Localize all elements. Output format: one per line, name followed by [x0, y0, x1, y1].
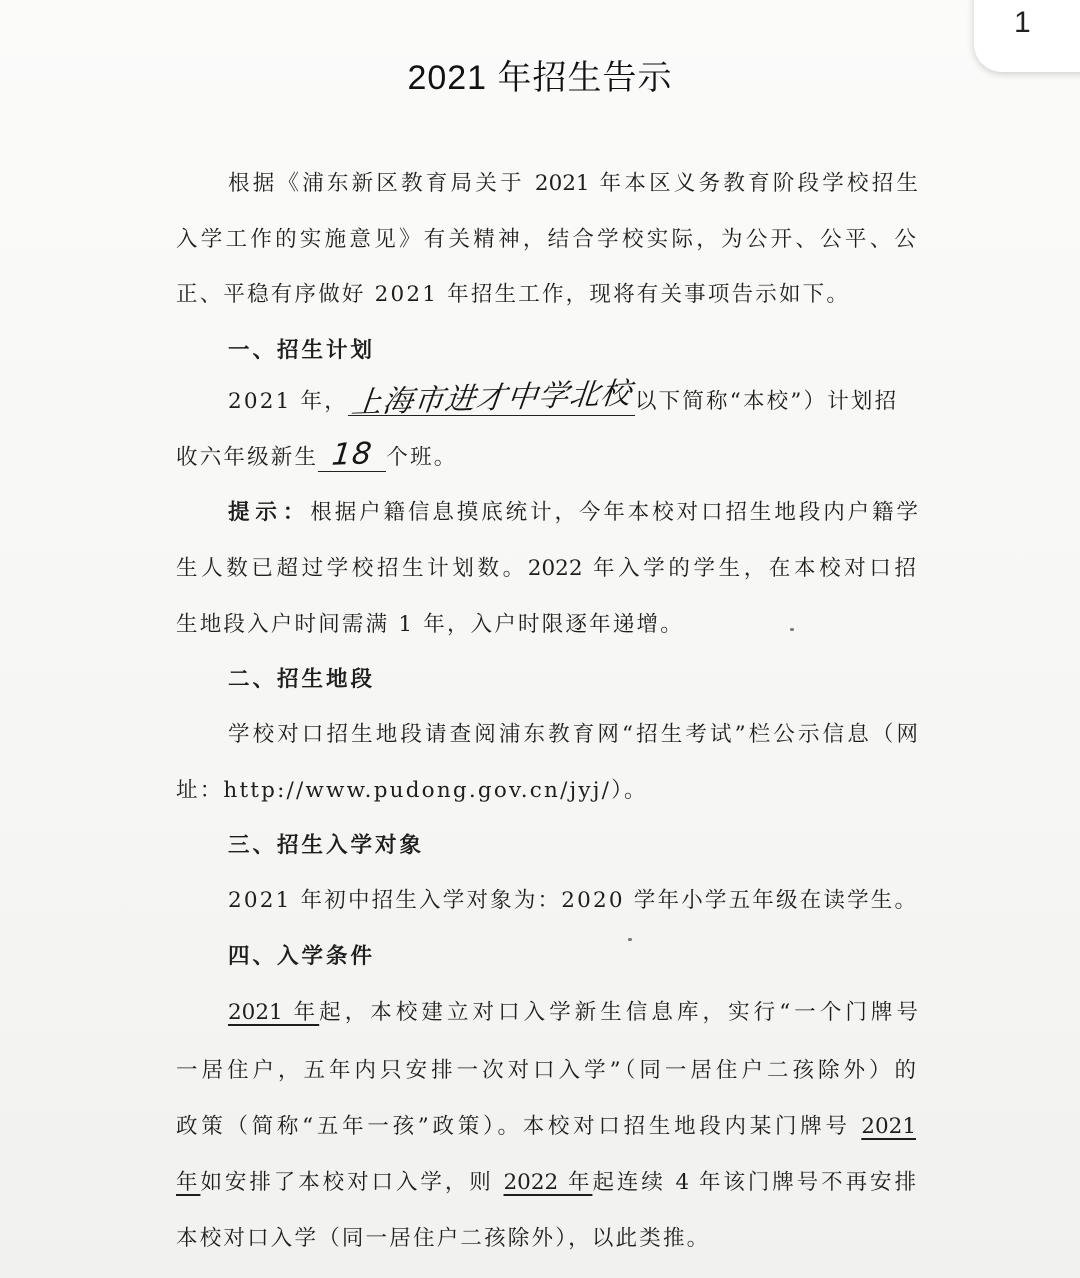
- target-line-1: 2021 年初中招生入学对象为：2020 学年小学五年级在读学生。: [228, 888, 919, 913]
- plan-line-2-prefix: 收六年级新生: [176, 445, 319, 470]
- conditions-line-3-text: 政策（简称“五年一孩”政策）。本校对口招生地段内某门牌号: [176, 1114, 862, 1139]
- plan-line-2-suffix: 个班。: [386, 445, 458, 470]
- scan-speck: [790, 628, 794, 631]
- conditions-line-2: 一居住户，五年内只安排一次对口入学”（同一居住户二孩除外）的: [176, 1058, 916, 1083]
- conditions-year-2021-b: 2021: [861, 1114, 916, 1139]
- section-heading-plan: 一、招生计划: [228, 338, 376, 363]
- plan-line-1-suffix: 以下简称“本校”）计划招: [634, 389, 899, 414]
- intro-line-1: 根据《浦东新区教育局关于 2021 年本区义务教育阶段学校招生: [228, 171, 918, 196]
- conditions-line-4-rest: 起连续 4 年该门牌号不再安排: [592, 1170, 916, 1195]
- conditions-line-3: [176, 1112, 916, 1142]
- intro-line-2: 入学工作的实施意见》有关精神，结合学校实际，为公开、公平、公: [176, 227, 916, 252]
- conditions-line-1: [228, 998, 918, 1028]
- tip-line-2: 生人数已超过学校招生计划数。2022 年入学的学生，在本校对口招: [176, 556, 916, 581]
- conditions-year-2022: 2022 年: [503, 1170, 593, 1195]
- conditions-year-suffix: 年: [176, 1170, 201, 1195]
- area-line-2: 址：http://www.pudong.gov.cn/jyj/）。: [176, 778, 648, 803]
- plan-line-2: [176, 436, 916, 473]
- school-name-handwritten: 上海市进才中学北校: [349, 376, 634, 421]
- class-count-field: [318, 436, 386, 473]
- section-heading-target: 三、招生入学对象: [228, 833, 425, 858]
- scan-speck: [628, 938, 632, 941]
- conditions-line-4-mid: 如安排了本校对口入学，则: [200, 1170, 504, 1195]
- tip-label: 提示：: [228, 500, 311, 525]
- conditions-line-4: [176, 1168, 916, 1198]
- section-heading-area: 二、招生地段: [228, 667, 376, 692]
- page-number: 1: [1014, 6, 1031, 39]
- conditions-line-1-text: 起，本校建立对口入学新生信息库，实行“一个门牌号: [319, 1000, 918, 1025]
- class-count-handwritten: 18: [330, 436, 375, 473]
- conditions-year-2021: 2021 年: [228, 1000, 320, 1025]
- tip-line-3: 生地段入户时间需满 1 年，入户时限逐年递增。: [176, 612, 684, 637]
- intro-line-3: 正、平稳有序做好 2021 年招生工作，现将有关事项告示如下。: [176, 282, 851, 307]
- area-line-1: 学校对口招生地段请查阅浦东教育网“招生考试”栏公示信息（网: [228, 722, 918, 747]
- school-name-field: [348, 376, 635, 421]
- tip-line-1-text: 根据户籍信息摸底统计，今年本校对口招生地段内户籍学: [310, 500, 918, 525]
- document-title: 2021 年招生告示: [407, 59, 673, 97]
- conditions-line-5: 本校对口入学（同一居住户二孩除外），以此类推。: [176, 1226, 711, 1251]
- tip-line-1: [228, 498, 918, 528]
- plan-line-1-prefix: 2021 年，: [228, 389, 348, 414]
- plan-line-1: [228, 376, 918, 421]
- section-heading-conditions: 四、入学条件: [228, 944, 376, 969]
